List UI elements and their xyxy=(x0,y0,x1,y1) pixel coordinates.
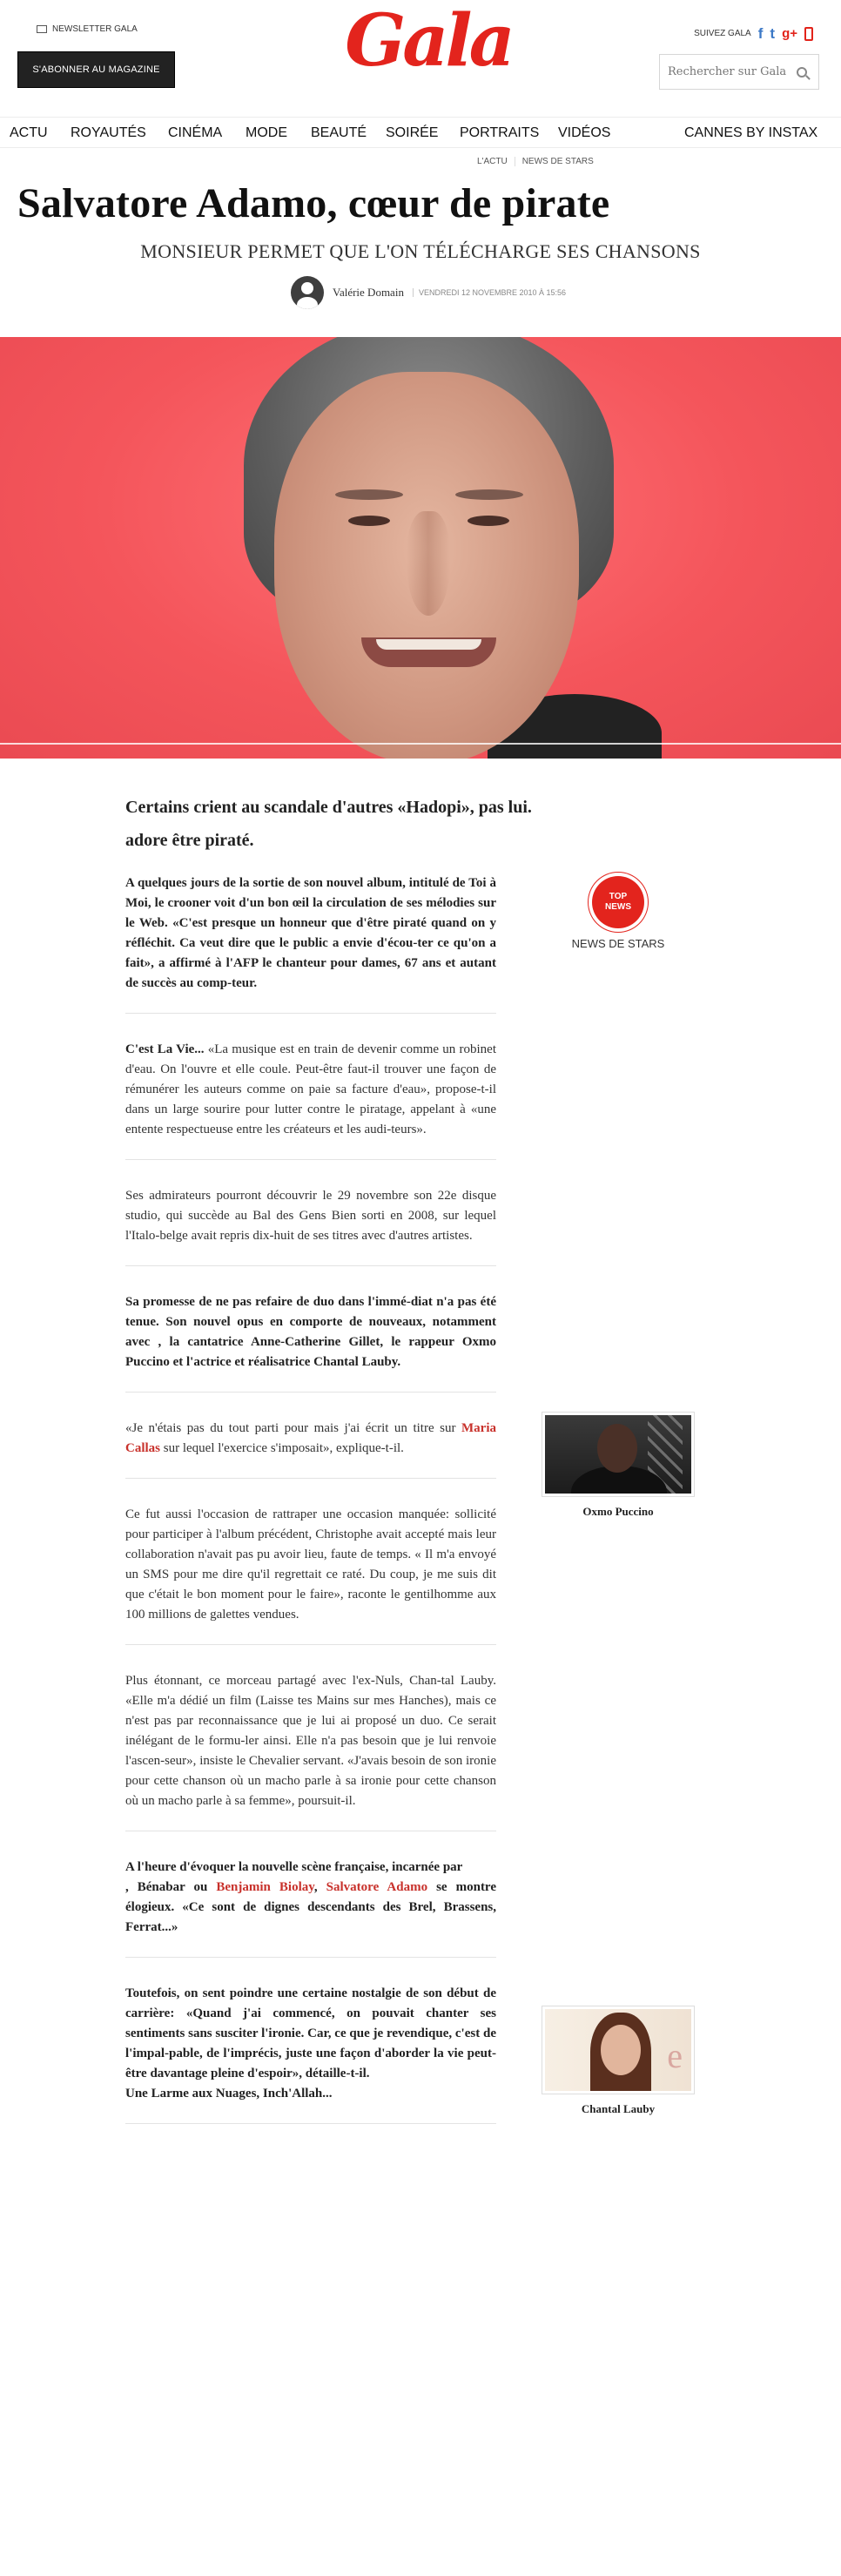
paragraph-2 xyxy=(125,1040,496,1160)
newsletter-link[interactable] xyxy=(37,24,138,34)
chantal-lauby-caption[interactable]: Chantal Lauby xyxy=(581,2102,656,2115)
article-body xyxy=(125,873,496,2150)
site-header xyxy=(0,0,841,110)
author-avatar xyxy=(291,276,324,309)
oxmo-puccino-caption[interactable]: Oxmo Puccino xyxy=(582,1505,654,1518)
article-subtitle: MONSIEUR PERMET QUE L'ON TÉLÉCHARGE SES CHANSONS xyxy=(140,240,701,262)
paragraph-5 xyxy=(125,1419,496,1479)
paragraph-1: A quelques jours de la sortie de son nouvel album, intitulé de Toi à Moi, le crooner voit d'un bon œil la circulation de ses mélodies sur le Web. «C'est presque un honneur que d'être piraté quand on y réfléchit. Ca veut dire que le public a envie d'écou-ter ce qu'on a fait», a affirmé à l'AFP le chanteur pour dames, 67 ans et autant de succès au comp-teur. xyxy=(125,873,496,1014)
chantal-lauby-photo[interactable] xyxy=(542,2006,694,2094)
subscribe-button[interactable]: S'ABONNER AU MAGAZINE xyxy=(17,51,175,88)
nav-item-beaute[interactable]: BEAUTÉ xyxy=(311,125,367,140)
publish-date: VENDREDI 12 NOVEMBRE 2010 À 15:56 xyxy=(413,288,566,297)
article-title: Salvatore Adamo, cœur de pirate xyxy=(17,180,610,226)
hero-eye-right xyxy=(468,516,509,526)
facebook-icon[interactable]: f xyxy=(757,25,764,42)
nav-item-cinema[interactable]: CINÉMA xyxy=(168,125,223,140)
top-news-label: NEWS DE STARS xyxy=(571,937,665,950)
paragraph-8-sep: , xyxy=(313,1880,326,1894)
photo-face xyxy=(601,2025,641,2075)
link-maria-callas[interactable]: Maria Callas xyxy=(125,1421,496,1455)
paragraph-4: Sa promesse de ne pas refaire de duo dans l'immé-diat n'a pas été tenue. Son nouvel opus en comporte de nouveaux, notamment avec , la cantatrice Anne-Catherine Gillet, le rappeur Oxmo Puccino et l'actrice et réalisatrice Chantal Lauby. xyxy=(125,1292,496,1393)
nav-item-royautes[interactable]: ROYAUTÉS xyxy=(71,125,146,140)
hero-teeth xyxy=(376,639,481,650)
person-card-chantal-lauby[interactable] xyxy=(540,2006,696,2116)
paragraph-5-text-a: «Je n'étais pas du tout parti pour mais j'ai écrit un titre sur xyxy=(125,1421,462,1435)
byline xyxy=(291,275,566,310)
person-card-oxmo-puccino[interactable] xyxy=(540,1413,696,1519)
paragraph-9-songs: Une Larme aux Nuages, Inch'Allah... xyxy=(125,2087,333,2101)
paragraph-3: Ses admirateurs pourront découvrir le 29 novembre son 22e disque studio, qui succède au Bal des Gens Bien sorti en 2008, sur lequel l'Italo-belge avait repris dix-huit de ses titres avec d'autres artistes. xyxy=(125,1186,496,1266)
lead-line-2: adore être piraté. xyxy=(125,831,254,850)
paragraph-8 xyxy=(125,1858,496,1958)
paragraph-2-text: «La musique est en train de devenir comme un robinet d'eau. On l'ouvre et elle coule. Peut-être faut-il trouver une façon de rémunérer les auteurs comme on paie sa facture d'eau», propose-t-il dans un large sourire pour lutter contre le piratage, appelant à «une entente respectueuse entre les créateurs et les audi-teurs». xyxy=(125,1042,497,1136)
gala-logo[interactable]: Gala xyxy=(345,0,512,83)
paragraph-8-text-b: , Bénabar ou xyxy=(125,1880,217,1894)
mobile-icon[interactable] xyxy=(804,27,813,41)
author-name[interactable]: Valérie Domain xyxy=(333,286,404,299)
main-nav xyxy=(0,117,841,148)
google-plus-icon[interactable]: g+ xyxy=(782,26,797,41)
hero-eye-left xyxy=(348,516,390,526)
photo-backdrop-letter: e xyxy=(667,2036,683,2075)
nav-item-portraits[interactable]: PORTRAITS xyxy=(460,125,540,140)
nav-item-cannes-by-instax[interactable]: CANNES BY INSTAX xyxy=(684,125,818,140)
paragraph-9-text: Toutefois, on sent poindre une certaine nostalgie de son début de carrière: «Quand j'ai commencé, on pouvait chanter ses sentiments sans susciter l'ironie. Car, ce que je revendique, c'est de l'impal-pable, de l'imprécis, juste une façon d'aborder la vie peut-être davantage pleine d'espoir», détaille-t-il. xyxy=(125,1986,496,2080)
nav-item-actu[interactable]: ACTU xyxy=(10,125,48,140)
hero-brow-right xyxy=(455,489,523,500)
paragraph-7: Plus étonnant, ce morceau partagé avec l'ex-Nuls, Chan-tal Lauby. «Elle m'a dédié un film (Laisse tes Mains sur mes Hanches), mais ce n'est pas par reconnaissance que je lui ai proposé un duo. Ce serait inélégant de le formu-ler ainsi. Elle n'a pas besoin que je lui renvoie l'ascen-seur», insiste le Chevalier servant. «J'avais besoin de son ironie pour cette chanson où un macho parle à sa ironie pour cette chanson où un macho parle à sa femme», poursuit-il. xyxy=(125,1671,496,1831)
nav-item-videos[interactable]: VIDÉOS xyxy=(558,125,611,140)
subnav-item-actu[interactable]: L'ACTU xyxy=(470,157,515,166)
link-salvatore-adamo[interactable]: Salvatore Adamo xyxy=(326,1880,428,1894)
nav-item-mode[interactable]: MODE xyxy=(246,125,287,140)
sub-nav xyxy=(470,152,601,171)
subnav-item-news-de-stars[interactable]: NEWS DE STARS xyxy=(521,156,594,166)
hero-divider xyxy=(0,743,841,745)
mail-icon xyxy=(37,25,47,33)
search-icon[interactable] xyxy=(797,67,807,78)
paragraph-8-text-a: A l'heure d'évoquer la nouvelle scène française, incarnée par xyxy=(125,1860,463,1874)
hero-brow-left xyxy=(335,489,403,500)
paragraph-8-text-c: se montre élogieux. «Ce sont de dignes descendants des Brel, Brassens, Ferrat...» xyxy=(125,1880,496,1934)
hero-image xyxy=(0,337,841,759)
top-news-widget[interactable] xyxy=(540,876,696,950)
badge-news: NEWS xyxy=(605,902,631,912)
link-benjamin-biolay[interactable]: Benjamin Biolay xyxy=(216,1880,314,1894)
badge-top: TOP xyxy=(609,892,628,901)
lead-line-1: Certains crient au scandale d'autres «Hadopi», pas lui. xyxy=(125,798,532,817)
paragraph-2-intro: C'est La Vie... xyxy=(125,1042,205,1056)
twitter-icon[interactable]: t xyxy=(770,25,776,42)
hero-nose xyxy=(407,511,450,616)
paragraph-9 xyxy=(125,1984,496,2124)
paragraph-6: Ce fut aussi l'occasion de rattraper une occasion manquée: sollicité pour participer à l'album précédent, Christophe avait accepté mais leur collaboration n'avait pas pu avoir lieu, faute de temps. « Il m'a envoyé un SMS pour me dire qu'il regrettait ce raté. Du coup, je me suis dit que c'était le bon moment pour le faire», raconte le gentilhomme aux 100 millions de galettes vendues. xyxy=(125,1505,496,1645)
search-input[interactable] xyxy=(668,65,790,78)
paragraph-5-text-b: sur lequel l'exercice s'imposait», explique-t-il. xyxy=(160,1441,404,1455)
nav-item-soiree[interactable]: SOIRÉE xyxy=(386,125,439,140)
photo-face xyxy=(597,1424,637,1473)
search-box xyxy=(659,54,819,90)
oxmo-puccino-photo[interactable] xyxy=(542,1413,694,1496)
social-follow xyxy=(694,26,813,41)
newsletter-label: NEWSLETTER GALA xyxy=(52,24,138,34)
article-lead xyxy=(125,791,665,857)
top-news-badge xyxy=(592,876,644,928)
follow-label: SUIVEZ GALA xyxy=(694,29,751,38)
